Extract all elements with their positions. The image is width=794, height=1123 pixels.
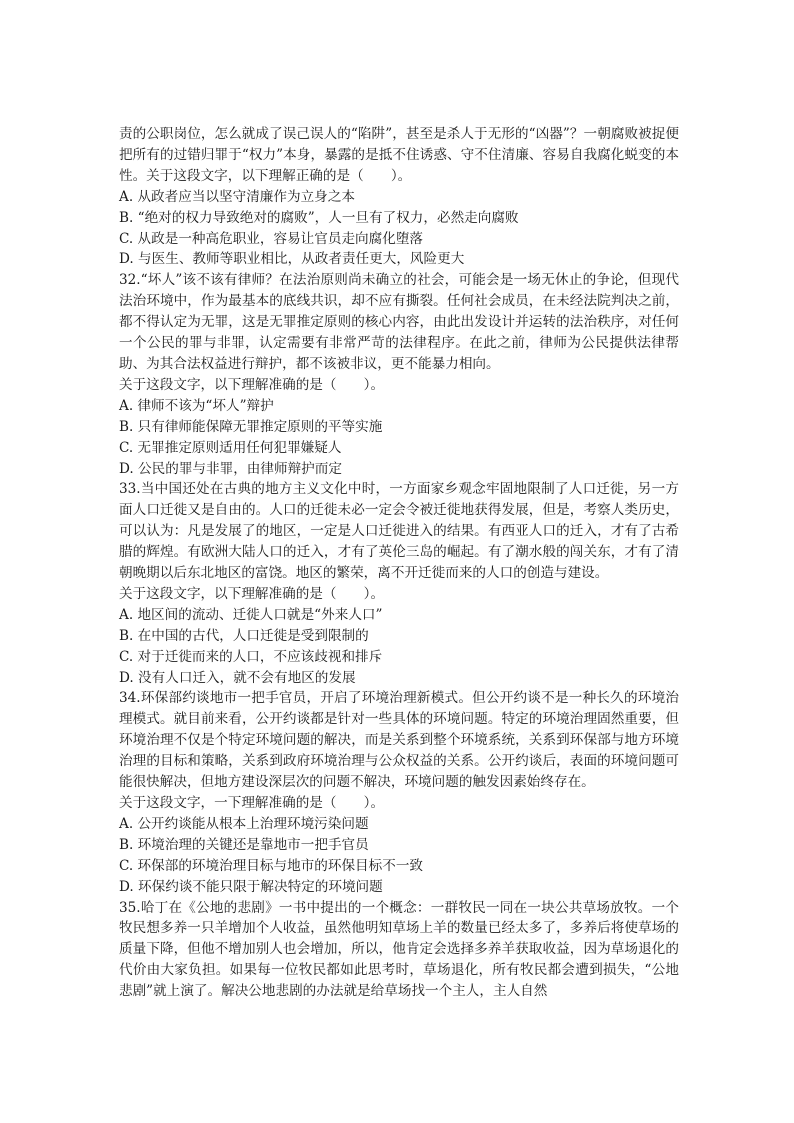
question-34-option-b: B. 环境治理的关键还是靠地市一把手官员 <box>119 836 369 853</box>
question-31-option-a: A. 从政者应当以坚守清廉作为立身之本 <box>119 188 355 205</box>
question-32-option-d: D. 公民的罪与非罪，由律师辩护而定 <box>119 460 342 477</box>
question-33-option-b: B. 在中国的古代，人口迁徙是受到限制的 <box>119 627 369 644</box>
question-33-stem: 33.当中国还处在古典的地方主义文化中时，一方面家乡观念牢固地限制了人口迁徙，另一方面人口迁徙又是自由的。人口的迁徙未必一定会令被迁徙地获得发展，但是，考察人类历史，可以认为：凡是发展了的地区，一定是人口迁徙进入的结果。有西亚人口的迁入，才有了古希腊的辉煌。有欧洲大陆人口的迁入，才有了英伦三岛的崛起。有了潮水般的闯关东，才有了清朝晚期以后东北地区的富饶。地区的繁荣，离不开迁徙而来的人口的创造与建设。 <box>119 481 679 582</box>
question-31-stem: 责的公职岗位，怎么就成了误己误人的“陷阱”，甚至是杀人于无形的“凶器”？一朝腐败被捉便把所有的过错归罪于“权力”本身，暴露的是抵不住诱惑、守不住清廉、容易自我腐化蜕变的本性。关于这段文字，以下理解正确的是（ ）。 <box>119 126 679 184</box>
question-32-option-a: A. 律师不该为“坏人”辩护 <box>119 397 274 414</box>
document-page <box>119 124 679 1002</box>
question-34-option-a: A. 公开约谈能从根本上治理环境污染问题 <box>119 815 369 832</box>
question-34 <box>119 688 679 897</box>
question-32-option-c: C. 无罪推定原则适用任何犯罪嫌疑人 <box>119 439 342 456</box>
question-31-option-b: B. “绝对的权力导致绝对的腐败”，人一旦有了权力，必然走向腐败 <box>119 209 519 226</box>
question-33 <box>119 479 679 688</box>
question-35 <box>119 898 679 1003</box>
question-32-prompt: 关于这段文字，以下理解准确的是（ ）。 <box>119 376 385 393</box>
question-34-stem: 34.环保部约谈地市一把手官员，开启了环境治理新模式。但公开约谈不是一种长久的环境治理模式。就目前来看，公开约谈都是针对一些具体的环境问题。特定的环境治理固然重要，但环境治理不仅是个特定环境问题的解决，而是关系到整个环境系统，关系到环保部与地方环境治理的目标和策略，关系到政府环境治理与公众权益的关系。公开约谈后，表面的环境问题可能很快解决，但地方建设深层次的问题不解决，环境问题的触发因素始终存在。 <box>119 690 679 791</box>
question-32-stem: 32.“坏人”该不该有律师？在法治原则尚未确立的社会，可能会是一场无休止的争论，但现代法治环境中，作为最基本的底线共识，却不应有撕裂。任何社会成员，在未经法院判决之前，都不得认定为无罪，这是无罪推定原则的核心内容，由此出发设计并运转的法治秩序，对任何一个公民的罪与非罪，认定需要有非常严苛的法律程序。在此之前，律师为公民提供法律帮助、为其合法权益进行辩护，都不该被非议，更不能暴力相向。 <box>119 272 679 372</box>
question-34-option-c: C. 环保部的环境治理目标与地市的环保目标不一致 <box>119 857 424 874</box>
question-35-stem: 35.哈丁在《公地的悲剧》一书中提出的一个概念：一群牧民一同在一块公共草场放牧。一个牧民想多养一只羊增加个人收益，虽然他明知草场上羊的数量已经太多了，多养后将使草场的质量下降，但他不增加别人也会增加，所以，他肯定会选择多养羊获取收益，因为草场退化的代价由大家负担。如果每一位牧民都如此思考时，草场退化，所有牧民都会遭到损失，“公地悲剧”就上演了。解决公地悲剧的办法就是给草场找一个主人，主人自然 <box>119 899 679 1000</box>
question-31 <box>119 124 679 270</box>
question-32-option-b: B. 只有律师能保障无罪推定原则的平等实施 <box>119 418 383 435</box>
question-34-option-d: D. 环保约谈不能只限于解决特定的环境问题 <box>119 878 383 895</box>
question-33-prompt: 关于这段文字，以下理解准确的是（ ）。 <box>119 585 385 602</box>
question-33-option-d: D. 没有人口迁入，就不会有地区的发展 <box>119 669 356 686</box>
question-32 <box>119 270 679 479</box>
question-31-option-c: C. 从政是一种高危职业，容易让官员走向腐化堕落 <box>119 230 424 247</box>
question-33-option-a: A. 地区间的流动、迁徙人口就是“外来人口” <box>119 606 383 623</box>
question-33-option-c: C. 对于迁徙而来的人口，不应该歧视和排斥 <box>119 648 383 665</box>
question-31-option-d: D. 与医生、教师等职业相比，从政者责任更大，风险更大 <box>119 251 465 268</box>
question-34-prompt: 关于这段文字，一下理解准确的是（ ）。 <box>119 795 385 811</box>
